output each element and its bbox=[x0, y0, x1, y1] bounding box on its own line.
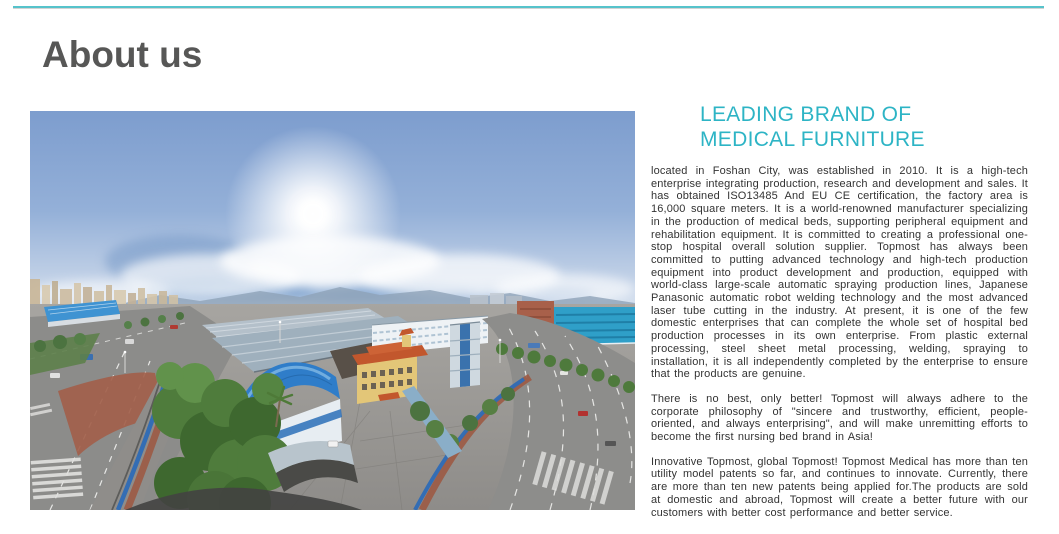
van bbox=[125, 339, 134, 344]
car bbox=[50, 373, 60, 378]
tall-blue-building bbox=[450, 322, 480, 388]
truck bbox=[528, 343, 540, 348]
about-paragraph-1: located in Foshan City, was established in 2010. It is a high-tech enterprise integrating production, research and development and sales. It has obtained ISO13485 And EU CE certification, the factory area is 16,000 square meters. It is a world-renowned manufacturer specializing in the production of medical beds, supporting peripheral equipment and rehabilitation equipment. It is committed to creating a professional one-stop hospital overall solution supplier. Topmost has always been committed to putting advanced technology and high-tech production equipment into product development and production, equipped with world-class large-scale automatic spraying production lines, Japanese Panasonic automatic robot welding technology and the most advanced laser tube cutting in the industry. At present, it is one of the few domestic enterprises that can complete the whole set of hospital bed production processes in its own enterprise. From plastic external processing, steel sheet metal processing, welding, spraying to installation, it is all independently completed by the enterprise to ensure that the products are genuine. bbox=[651, 165, 1028, 381]
car bbox=[605, 441, 616, 446]
about-paragraph-3: Innovative Topmost, global Topmost! Topmost Medical has more than ten utility model patents so far, and continues to innovate. Currently, there are more than ten new patents being applied for.The products are sold at domestic and abroad, Topmost will create a better future with our customers with better cost performance and better service. bbox=[651, 455, 1028, 519]
section-title-line1: LEADING BRAND OF bbox=[700, 103, 912, 126]
sun-glare bbox=[225, 126, 401, 302]
top-divider-rule bbox=[13, 6, 1044, 8]
section-title-line2: MEDICAL FURNITURE bbox=[700, 128, 925, 151]
page-title: About us bbox=[42, 34, 203, 75]
about-paragraph-2: There is no best, only better! Topmost will always adhere to the corporate philosophy of "sincere and trustworthy, efficient, people-oriented, and always enterprising", and will make unremitting efforts to become the first nursing bed brand in Asia! bbox=[651, 392, 1028, 444]
truck bbox=[170, 325, 178, 329]
about-text-column bbox=[651, 102, 1028, 531]
car bbox=[560, 371, 568, 375]
panorama-illustration bbox=[30, 111, 635, 510]
white-van bbox=[328, 441, 338, 447]
factory-campus-panorama-photo bbox=[30, 111, 635, 510]
car bbox=[578, 411, 588, 416]
section-title bbox=[700, 102, 1028, 152]
